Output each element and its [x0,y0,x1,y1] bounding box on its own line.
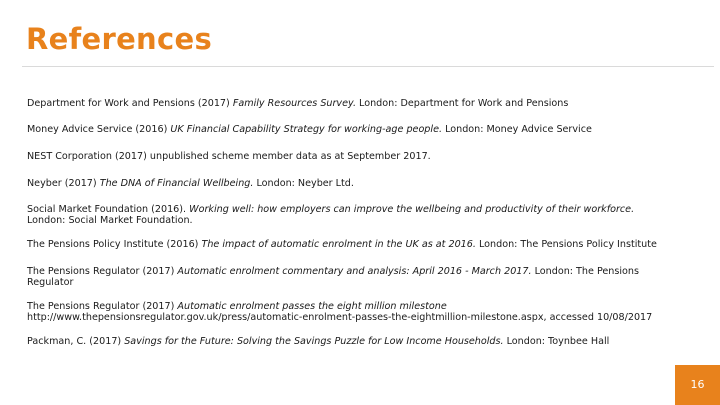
reference-item: The Pensions Regulator (2017) Automatic enrolment commentary and analysis: April 2016 - March 2017. London: The Pensions Regulator [27,266,639,288]
page-number: 16 [675,365,720,405]
reference-item: Social Market Foundation (2016). Working well: how employers can improve the wellbeing and productivity of their workforce. London: Social Market Foundation. [27,204,635,226]
reference-item: Department for Work and Pensions (2017) Family Resources Survey. London: Department for Work and Pensions [27,98,569,109]
reference-item: Packman, C. (2017) Savings for the Future: Solving the Savings Puzzle for Low Income Households. London: Toynbee Hall [27,336,610,347]
reference-item: The Pensions Regulator (2017) Automatic enrolment passes the eight million milestone http://www.thepensionsregulator.gov.uk/press/automatic-enrolment-passes-the-eightmillion-milestone.aspx, accessed 10/08/2017 [27,301,653,323]
reference-item: NEST Corporation (2017) unpublished scheme member data as at September 2017. [27,151,431,162]
reference-item: Money Advice Service (2016) UK Financial Capability Strategy for working-age people. London: Money Advice Service [27,124,592,135]
reference-item: Neyber (2017) The DNA of Financial Wellbeing. London: Neyber Ltd. [27,178,354,189]
reference-item: The Pensions Policy Institute (2016) The impact of automatic enrolment in the UK as at 2016. London: The Pensions Policy Institute [27,239,657,250]
page-title: References [26,22,213,56]
title-divider [22,66,714,67]
reference-link[interactable]: http://www.thepensionsregulator.gov.uk/press/automatic-enrolment-passes-the-eightmillion-milestone.aspx, accessed 10/08/2017 [27,312,653,323]
